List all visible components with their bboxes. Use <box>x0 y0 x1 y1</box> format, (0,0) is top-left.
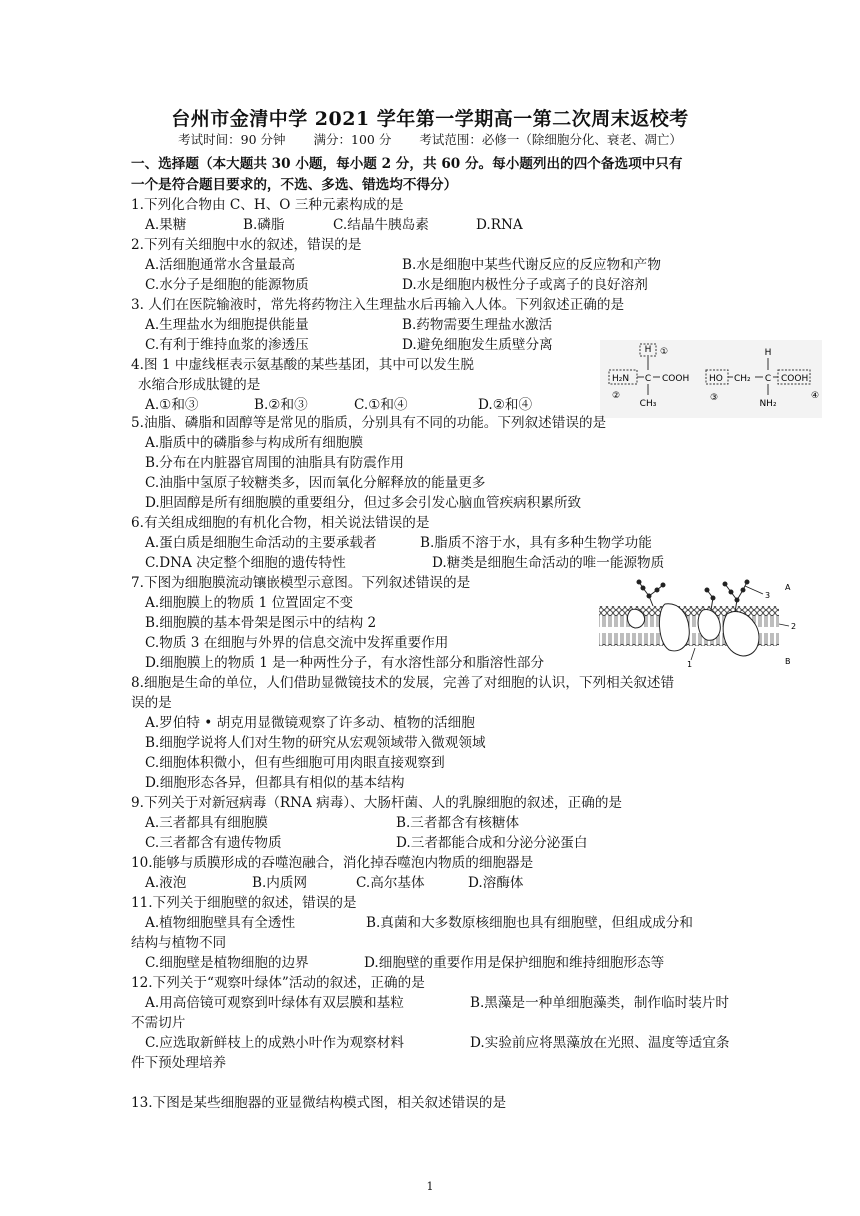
amino-circle-3: ③ <box>710 393 719 403</box>
membrane-label-2: 2 <box>791 622 797 631</box>
q10-option-b: B.内质网 <box>252 875 308 891</box>
q8-stem-line-1: 8.细胞是生命的单位，人们借助显微镜技术的发展，完善了对细胞的认识，下列相关叙述错 <box>131 675 675 691</box>
q1-option-b: B.磷脂 <box>243 217 285 233</box>
cell-membrane-figure <box>595 570 805 670</box>
q4-option-d: D.②和④ <box>478 397 533 413</box>
amino-c-label-2: C <box>764 374 772 384</box>
q11-option-c: C.细胞壁是植物细胞的边界 <box>145 955 309 971</box>
q5-option-d: D.胆固醇是所有细胞膜的重要组分，但过多会引发心脑血管疾病积累所致 <box>145 495 582 511</box>
q7-option-c: C.物质 3 在细胞与外界的信息交流中发挥重要作用 <box>145 635 449 651</box>
q9-option-b: B.三者都含有核糖体 <box>396 815 520 831</box>
amino-cooh-label: COOH <box>662 374 690 384</box>
q5-option-c: C.油脂中氢原子较糖类多，因而氧化分解释放的能量更多 <box>145 475 486 491</box>
q4-stem-line-2: 水缩合形成肽键的是 <box>138 377 261 393</box>
amino-acid-figure <box>600 340 822 418</box>
q8-option-c: C.细胞体积微小，但有些细胞可用肉眼直接观察到 <box>145 755 445 771</box>
membrane-label-3: 3 <box>765 591 771 600</box>
q10-option-c: C.高尔基体 <box>356 875 425 891</box>
q7-stem: 7.下图为细胞膜流动镶嵌模型示意图。下列叙述错误的是 <box>131 575 471 591</box>
q12-option-c: C.应选取新鲜枝上的成熟小叶作为观察材料 <box>145 1035 404 1051</box>
q9-option-d: D.三者都能合成和分泌分泌蛋白 <box>396 835 588 851</box>
q1-stem: 1.下列化合物由 C、H、O 三种元素构成的是 <box>131 197 404 213</box>
q10-stem: 10.能够与质膜形成的吞噬泡融合，消化掉吞噬泡内物质的细胞器是 <box>131 855 534 871</box>
q3-option-c: C.有利于维持血浆的渗透压 <box>145 337 309 353</box>
q7-option-a: A.细胞膜上的物质 1 位置固定不变 <box>145 595 354 611</box>
section-heading-line-1: 一、选择题（本大题共 30 小题，每小题 2 分，共 60 分。每小题列出的四个备选项中只有 <box>131 156 683 172</box>
q5-option-a: A.脂质中的磷脂参与构成所有细胞膜 <box>145 435 364 451</box>
page-number: 1 <box>426 1180 434 1193</box>
q2-option-a: A.活细胞通常水含量最高 <box>145 257 296 273</box>
amino-h2n-label: H₂N <box>612 374 630 384</box>
q12-option-b-line-2: 不需切片 <box>131 1015 186 1031</box>
q3-option-b: B.药物需要生理盐水激活 <box>402 317 553 333</box>
amino-ch2-label: CH₂ <box>734 374 751 384</box>
amino-circle-1: ① <box>660 347 669 357</box>
q9-option-a: A.三者都具有细胞膜 <box>145 815 268 831</box>
section-heading-line-2: 一个是符合题目要求的，不选、多选、错选均不得分） <box>131 177 458 193</box>
q12-option-a: A.用高倍镜可观察到叶绿体有双层膜和基粒 <box>145 995 404 1011</box>
q9-stem: 9.下列关于对新冠病毒（RNA 病毒）、大肠杆菌、人的乳腺细胞的叙述，正确的是 <box>131 795 623 811</box>
q3-option-d: D.避免细胞发生质壁分离 <box>402 337 553 353</box>
q4-option-a: A.①和③ <box>145 397 199 413</box>
amino-ch3-label: CH₃ <box>639 399 657 409</box>
membrane-side-a: A <box>785 583 791 592</box>
q12-option-d-line-1: D.实验前应将黑藻放在光照、温度等适宜条 <box>470 1035 730 1051</box>
q4-stem-line-1: 4.图 1 中虚线框表示氨基酸的某些基团，其中可以发生脱 <box>131 357 474 373</box>
exam-info <box>0 130 860 148</box>
q4-option-b: B.②和③ <box>254 397 308 413</box>
q11-option-b-line-2: 结构与植物不同 <box>131 935 227 951</box>
q11-option-b-line-1: B.真菌和大多数原核细胞也具有细胞壁，但组成成分和 <box>366 915 693 931</box>
q13-stem: 13.下图是某些细胞器的亚显微结构模式图，相关叙述错误的是 <box>131 1095 507 1111</box>
amino-cooh-label-2: COOH <box>781 374 809 384</box>
q2-option-c: C.水分子是细胞的能源物质 <box>145 277 309 293</box>
amino-h-top-label: H <box>644 345 652 355</box>
exam-scope: 考试范围：必修一（除细胞分化、衰老、凋亡） <box>419 132 682 147</box>
q1-option-a: A.果糖 <box>145 217 187 233</box>
q11-option-a: A.植物细胞壁具有全透性 <box>145 915 296 931</box>
amino-c-label: C <box>644 374 652 384</box>
amino-circle-4: ④ <box>811 391 820 401</box>
q6-option-c: C.DNA 决定整个细胞的遗传特性 <box>145 555 346 571</box>
q9-option-c: C.三者都含有遗传物质 <box>145 835 282 851</box>
q12-option-b-line-1: B.黑藻是一种单细胞藻类，制作临时装片时 <box>470 995 729 1011</box>
q3-option-a: A.生理盐水为细胞提供能量 <box>145 317 309 333</box>
q10-option-d: D.溶酶体 <box>468 875 524 891</box>
q1-option-c: C.结晶牛胰岛素 <box>333 217 429 233</box>
q1-option-d: D.RNA <box>476 217 523 233</box>
q4-option-c: C.①和④ <box>354 397 408 413</box>
membrane-side-b: B <box>785 657 791 666</box>
q6-option-a: A.蛋白质是细胞生命活动的主要承载者 <box>145 535 377 551</box>
amino-h-top-label-2: H <box>764 348 772 358</box>
q5-option-b: B.分布在内脏器官周围的油脂具有防震作用 <box>145 455 404 471</box>
q10-option-a: A.液泡 <box>145 875 187 891</box>
q6-option-b: B.脂质不溶于水，具有多种生物学功能 <box>420 535 652 551</box>
q5-stem: 5.油脂、磷脂和固醇等是常见的脂质，分别具有不同的功能。下列叙述错误的是 <box>131 415 607 431</box>
exam-time: 考试时间：90 分钟 <box>178 132 286 147</box>
membrane-label-1: 1 <box>687 660 693 669</box>
q12-stem: 12.下列关于“观察叶绿体”活动的叙述，正确的是 <box>131 975 425 991</box>
q2-option-d: D.水是细胞内极性分子或离子的良好溶剂 <box>402 277 648 293</box>
q8-option-d: D.细胞形态各异，但都具有相似的基本结构 <box>145 775 405 791</box>
amino-ho-label: HO <box>709 374 723 384</box>
q2-stem: 2.下列有关细胞中水的叙述，错误的是 <box>131 237 362 253</box>
q7-option-b: B.细胞膜的基本骨架是图示中的结构 2 <box>145 615 377 631</box>
q7-option-d: D.细胞膜上的物质 1 是一种两性分子，有水溶性部分和脂溶性部分 <box>145 655 545 671</box>
q11-option-d: D.细胞壁的重要作用是保护细胞和维持细胞形态等 <box>364 955 665 971</box>
q6-option-d: D.糖类是细胞生命活动的唯一能源物质 <box>432 555 665 571</box>
q12-option-d-line-2: 件下预处理培养 <box>131 1055 227 1071</box>
q11-stem: 11.下列关于细胞壁的叙述，错误的是 <box>131 895 357 911</box>
q8-option-a: A.罗伯特 • 胡克用显微镜观察了许多动、植物的活细胞 <box>145 715 475 731</box>
amino-circle-2: ② <box>612 391 621 401</box>
exam-score: 满分：100 分 <box>313 132 392 147</box>
q3-stem: 3. 人们在医院输液时，常先将药物注入生理盐水后再输入人体。下列叙述正确的是 <box>131 297 625 313</box>
amino-nh2-label: NH₂ <box>759 399 777 409</box>
q8-option-b: B.细胞学说将人们对生物的研究从宏观领域带入微观领域 <box>145 735 486 751</box>
q6-stem: 6.有关组成细胞的有机化合物，相关说法错误的是 <box>131 515 430 531</box>
q2-option-b: B.水是细胞中某些代谢反应的反应物和产物 <box>402 257 661 273</box>
page-title: 台州市金清中学 2021 学年第一学期高一第二次周末返校考 <box>171 108 689 130</box>
q8-stem-line-2: 误的是 <box>131 695 172 711</box>
